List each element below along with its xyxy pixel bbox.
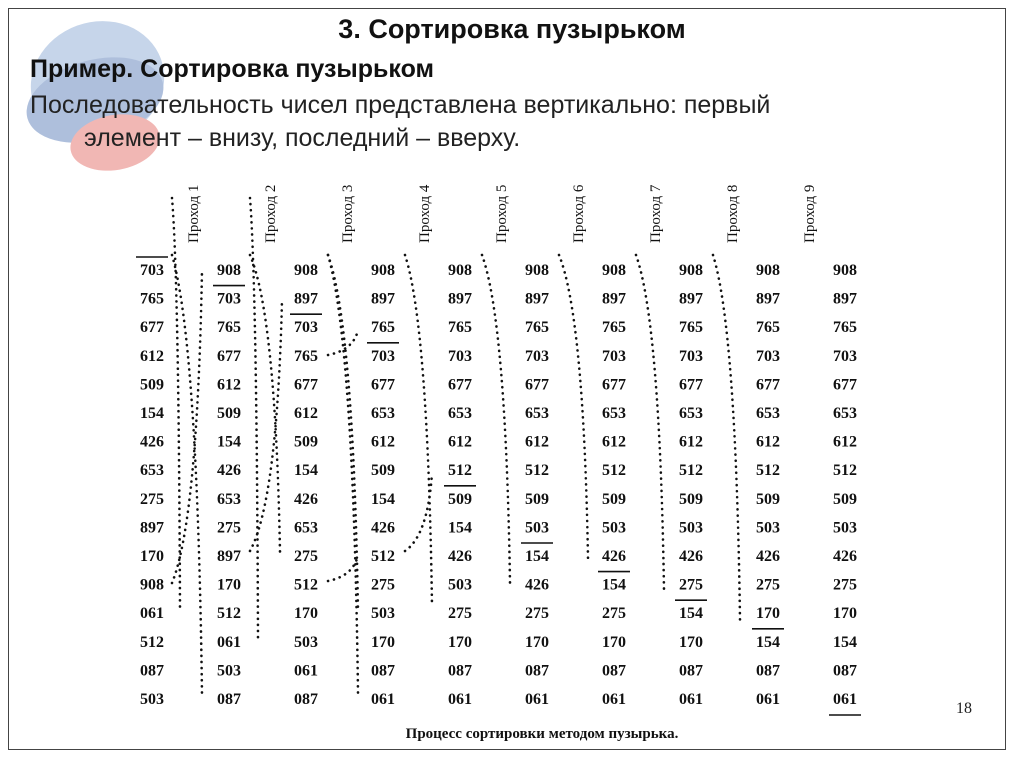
cell-value: 653 — [217, 490, 241, 508]
cell-value: 426 — [371, 519, 395, 537]
cell-value: 703 — [294, 319, 318, 337]
cell-value: 897 — [756, 290, 780, 308]
cell-value: 908 — [448, 262, 472, 279]
cell-value: 061 — [294, 662, 318, 680]
cell-value: 765 — [679, 319, 703, 337]
cell-value: 612 — [140, 347, 164, 365]
page-number: 18 — [956, 700, 972, 717]
cell-value: 154 — [448, 519, 472, 537]
cell-value: 087 — [833, 662, 857, 680]
cell-value: 765 — [833, 319, 857, 337]
cell-value: 275 — [217, 519, 241, 537]
cell-value: 897 — [602, 290, 626, 308]
cell-value: 908 — [833, 262, 857, 279]
cell-value: 677 — [448, 376, 472, 394]
cell-value: 677 — [140, 319, 164, 337]
cell-value: 170 — [448, 633, 472, 651]
cell-value: 061 — [217, 633, 241, 651]
slide-title: 3. Сортировка пузырьком — [338, 14, 686, 44]
cell-value: 512 — [525, 462, 549, 480]
bubble-path-dots — [250, 198, 258, 640]
cell-value: 612 — [217, 376, 241, 394]
slide-subtitle: Пример. Сортировка пузырьком — [30, 55, 435, 83]
cell-value: 503 — [217, 662, 241, 680]
cell-value: 703 — [833, 347, 857, 365]
cell-value: 908 — [525, 262, 549, 279]
pass-label: Проход 9 — [802, 184, 818, 243]
cell-value: 275 — [140, 490, 164, 508]
cell-value: 765 — [448, 319, 472, 337]
cell-value: 509 — [217, 405, 241, 422]
cell-value: 677 — [679, 376, 703, 394]
cell-value: 765 — [140, 290, 164, 308]
cell-value: 612 — [294, 405, 318, 422]
cell-value: 426 — [525, 576, 549, 594]
description-line-1: Последовательность чисел представлена вертикально: первый — [30, 91, 771, 119]
cell-value: 503 — [602, 519, 626, 537]
cell-value: 677 — [217, 347, 241, 365]
cell-value: 908 — [294, 262, 318, 279]
cell-value: 612 — [602, 433, 626, 451]
cell-value: 170 — [602, 633, 626, 651]
cell-value: 897 — [294, 290, 318, 308]
cell-value: 503 — [294, 633, 318, 651]
bubble-path-dots — [328, 555, 358, 581]
cell-value: 897 — [448, 290, 472, 308]
cell-value: 426 — [756, 548, 780, 565]
cell-value: 765 — [217, 319, 241, 337]
cell-value: 908 — [140, 576, 164, 594]
cell-value: 154 — [217, 433, 241, 451]
cell-value: 509 — [140, 376, 164, 394]
cell-value: 275 — [679, 576, 703, 594]
cell-value: 897 — [525, 290, 549, 308]
bubble-path-dots — [405, 255, 432, 606]
cell-value: 612 — [448, 433, 472, 451]
cell-value: 653 — [371, 405, 395, 422]
cell-value: 426 — [217, 462, 241, 480]
cell-value: 653 — [756, 405, 780, 422]
cell-value: 426 — [679, 548, 703, 565]
cell-value: 170 — [294, 605, 318, 623]
cell-value: 087 — [217, 691, 241, 708]
cell-value: 275 — [294, 548, 318, 565]
cell-value: 509 — [756, 490, 780, 508]
cell-value: 275 — [756, 576, 780, 594]
cell-value: 154 — [140, 405, 164, 422]
cell-value: 503 — [140, 691, 164, 708]
cell-value: 503 — [371, 605, 395, 623]
cell-value: 512 — [756, 462, 780, 480]
cell-value: 061 — [525, 691, 549, 708]
cell-value: 612 — [679, 433, 703, 451]
cell-value: 653 — [833, 405, 857, 422]
cell-value: 653 — [448, 405, 472, 422]
cell-value: 426 — [448, 548, 472, 565]
cell-value: 612 — [833, 433, 857, 451]
pass-labels — [186, 184, 818, 243]
cell-value: 275 — [833, 576, 857, 594]
bubble-path-dots — [328, 255, 358, 612]
pass-label: Проход 5 — [494, 184, 510, 243]
cell-value: 703 — [140, 262, 164, 279]
cell-value: 703 — [525, 347, 549, 365]
pass-label: Проход 6 — [571, 184, 587, 243]
cell-value: 061 — [679, 691, 703, 708]
cell-value: 653 — [525, 405, 549, 422]
cell-value: 512 — [833, 462, 857, 480]
cell-value: 765 — [294, 347, 318, 365]
cell-value: 908 — [217, 262, 241, 279]
cell-value: 170 — [140, 548, 164, 565]
cell-value: 512 — [217, 605, 241, 623]
cell-value: 170 — [217, 576, 241, 594]
cell-value: 897 — [679, 290, 703, 308]
cell-value: 677 — [756, 376, 780, 394]
pass-label: Проход 7 — [648, 184, 664, 243]
cell-value: 061 — [756, 691, 780, 708]
cell-value: 154 — [525, 548, 549, 565]
cell-value: 653 — [140, 462, 164, 480]
cell-value: 154 — [294, 462, 318, 480]
bubble-path-dots — [172, 270, 202, 583]
cell-value: 765 — [371, 319, 395, 337]
cell-value: 170 — [833, 605, 857, 623]
cell-value: 677 — [833, 376, 857, 394]
cell-value: 677 — [525, 376, 549, 394]
cell-value: 703 — [679, 347, 703, 365]
pass-label: Проход 4 — [417, 184, 433, 243]
pass-label: Проход 3 — [340, 184, 356, 243]
cell-value: 653 — [294, 519, 318, 537]
cell-value: 087 — [756, 662, 780, 680]
cell-value: 509 — [602, 490, 626, 508]
cell-value: 765 — [756, 319, 780, 337]
cell-value: 612 — [371, 433, 395, 451]
cell-value: 512 — [602, 462, 626, 480]
cell-value: 897 — [217, 548, 241, 565]
cell-value: 509 — [833, 490, 857, 508]
cell-value: 275 — [448, 605, 472, 623]
pass-label: Проход 8 — [725, 184, 741, 243]
cell-value: 509 — [294, 433, 318, 451]
cell-value: 703 — [448, 347, 472, 365]
cell-value: 677 — [602, 376, 626, 394]
cell-value: 509 — [525, 490, 549, 508]
cell-value: 677 — [371, 376, 395, 394]
cell-value: 703 — [217, 290, 241, 308]
cell-value: 653 — [679, 405, 703, 422]
cell-value: 703 — [756, 347, 780, 365]
description-line-2: элемент – внизу, последний – вверху. — [84, 124, 521, 152]
cell-value: 509 — [679, 490, 703, 508]
figure-caption: Процесс сортировки методом пузырька. — [405, 726, 679, 742]
cell-value: 897 — [833, 290, 857, 308]
cell-value: 170 — [679, 633, 703, 651]
cell-value: 154 — [833, 633, 857, 651]
number-columns — [140, 262, 857, 708]
cell-value: 908 — [756, 262, 780, 279]
cell-value: 426 — [140, 433, 164, 451]
cell-value: 087 — [140, 662, 164, 680]
cell-value: 426 — [602, 548, 626, 565]
cell-value: 653 — [602, 405, 626, 422]
cell-value: 512 — [448, 462, 472, 480]
cell-value: 908 — [679, 262, 703, 279]
cell-value: 061 — [371, 691, 395, 708]
cell-value: 908 — [371, 262, 395, 279]
cell-value: 503 — [679, 519, 703, 537]
cell-value: 087 — [679, 662, 703, 680]
cell-value: 703 — [371, 347, 395, 365]
cell-value: 087 — [371, 662, 395, 680]
pass-label: Проход 2 — [263, 184, 279, 243]
bubble-path-dots — [559, 255, 588, 558]
cell-value: 503 — [756, 519, 780, 537]
bubble-path-dots — [713, 255, 740, 620]
cell-value: 426 — [833, 548, 857, 565]
cell-value: 897 — [140, 519, 164, 537]
cell-value: 503 — [833, 519, 857, 537]
bubble-path-dots — [636, 255, 664, 590]
cell-value: 154 — [756, 633, 780, 651]
cell-value: 908 — [602, 262, 626, 279]
cell-value: 512 — [371, 548, 395, 565]
pass-label: Проход 1 — [186, 184, 202, 243]
cell-value: 612 — [756, 433, 780, 451]
cell-value: 154 — [602, 576, 626, 594]
cell-value: 512 — [294, 576, 318, 594]
cell-value: 426 — [294, 490, 318, 508]
cell-value: 503 — [525, 519, 549, 537]
cell-value: 087 — [602, 662, 626, 680]
cell-value: 512 — [679, 462, 703, 480]
cell-value: 503 — [448, 576, 472, 594]
cell-value: 765 — [525, 319, 549, 337]
cell-value: 677 — [294, 376, 318, 394]
cell-value: 275 — [602, 605, 626, 623]
cell-value: 703 — [602, 347, 626, 365]
cell-value: 061 — [140, 605, 164, 623]
cell-value: 765 — [602, 319, 626, 337]
cell-value: 061 — [602, 691, 626, 708]
cell-value: 154 — [679, 605, 703, 623]
cell-value: 087 — [525, 662, 549, 680]
cell-value: 170 — [525, 633, 549, 651]
cell-value: 509 — [448, 490, 472, 508]
bubble-path-dots — [482, 255, 510, 583]
cell-value: 275 — [525, 605, 549, 623]
cell-value: 087 — [448, 662, 472, 680]
bubble-path-dots — [250, 255, 280, 552]
cell-value: 612 — [525, 433, 549, 451]
cell-value: 061 — [448, 691, 472, 708]
cell-value: 087 — [294, 691, 318, 708]
cell-value: 275 — [371, 576, 395, 594]
cell-value: 170 — [756, 605, 780, 623]
cell-value: 154 — [371, 490, 395, 508]
cell-value: 170 — [371, 633, 395, 651]
cell-value: 512 — [140, 633, 164, 651]
cell-value: 897 — [371, 290, 395, 308]
cell-value: 509 — [371, 462, 395, 480]
cell-value: 061 — [833, 691, 857, 708]
sort-markers — [136, 198, 861, 715]
